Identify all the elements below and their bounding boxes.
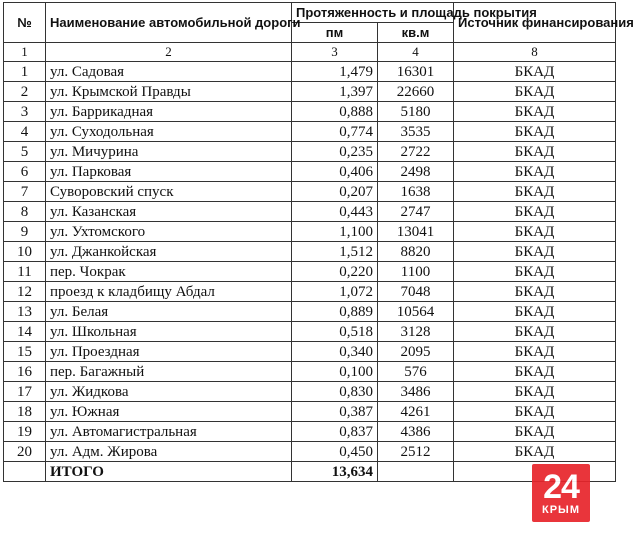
row-number: 5: [4, 142, 46, 162]
column-index: 3: [292, 43, 378, 62]
road-area: 5180: [378, 102, 454, 122]
row-number: 12: [4, 282, 46, 302]
table-header: [4, 3, 634, 43]
road-area: 2498: [378, 162, 454, 182]
row-number: 18: [4, 402, 46, 422]
road-name: ул. Автомагистральная: [46, 422, 292, 442]
header-length-unit: пм: [292, 23, 378, 43]
road-area: 1638: [378, 182, 454, 202]
header-area-unit: кв.м: [378, 23, 454, 43]
road-area: 4261: [378, 402, 454, 422]
column-index: 4: [378, 43, 454, 62]
total-length: 13,634: [292, 462, 378, 482]
table-row: [4, 342, 616, 362]
road-area: 4386: [378, 422, 454, 442]
funding-source: БКАД: [454, 202, 616, 222]
road-area: 2095: [378, 342, 454, 362]
road-area: 3535: [378, 122, 454, 142]
road-area: 3486: [378, 382, 454, 402]
road-area: 2747: [378, 202, 454, 222]
funding-source: БКАД: [454, 102, 616, 122]
road-length: 1,072: [292, 282, 378, 302]
road-name: ул. Джанкойская: [46, 242, 292, 262]
road-length: 0,100: [292, 362, 378, 382]
funding-source: БКАД: [454, 82, 616, 102]
row-number: 11: [4, 262, 46, 282]
road-area: 7048: [378, 282, 454, 302]
road-area: 1100: [378, 262, 454, 282]
column-index: 1: [4, 43, 46, 62]
row-number: 7: [4, 182, 46, 202]
funding-source: БКАД: [454, 162, 616, 182]
row-number: 6: [4, 162, 46, 182]
road-length: 0,889: [292, 302, 378, 322]
funding-source: БКАД: [454, 242, 616, 262]
table-row: [4, 262, 616, 282]
table-row: [4, 322, 616, 342]
table-row: [4, 362, 616, 382]
road-length: 0,450: [292, 442, 378, 462]
road-length: 0,207: [292, 182, 378, 202]
row-number: 14: [4, 322, 46, 342]
road-length: 0,387: [292, 402, 378, 422]
column-index: 8: [454, 43, 616, 62]
table-row: [4, 222, 616, 242]
funding-source: БКАД: [454, 302, 616, 322]
table-row: [4, 142, 616, 162]
total-row: [4, 462, 616, 482]
road-area: 3128: [378, 322, 454, 342]
column-index: 2: [46, 43, 292, 62]
row-number: 16: [4, 362, 46, 382]
road-name: пер. Чокрак: [46, 262, 292, 282]
funding-source: БКАД: [454, 442, 616, 462]
road-name: ул. Белая: [46, 302, 292, 322]
table-row: [4, 242, 616, 262]
road-name: пер. Багажный: [46, 362, 292, 382]
road-name: Суворовский спуск: [46, 182, 292, 202]
table-body: [4, 43, 616, 462]
road-length: 0,830: [292, 382, 378, 402]
road-length: 0,518: [292, 322, 378, 342]
road-length: 0,443: [292, 202, 378, 222]
road-area: 13041: [378, 222, 454, 242]
funding-source: БКАД: [454, 422, 616, 442]
road-length: 1,479: [292, 62, 378, 82]
road-name: ул. Проездная: [46, 342, 292, 362]
logo-number: 24: [543, 468, 579, 506]
header-extent: Протяженность и площадь покрытия: [292, 3, 454, 23]
road-name: ул. Ухтомского: [46, 222, 292, 242]
road-length: 0,774: [292, 122, 378, 142]
road-length: 0,220: [292, 262, 378, 282]
road-name: ул. Крымской Правды: [46, 82, 292, 102]
funding-source: БКАД: [454, 222, 616, 242]
road-name: ул. Суходольная: [46, 122, 292, 142]
funding-source: БКАД: [454, 182, 616, 202]
road-area: 576: [378, 362, 454, 382]
row-number: 13: [4, 302, 46, 322]
funding-source: БКАД: [454, 142, 616, 162]
road-length: 1,100: [292, 222, 378, 242]
road-area: 2512: [378, 442, 454, 462]
header-road-name: Наименование автомобильной дороги: [46, 3, 292, 43]
krym24-logo: [532, 464, 590, 522]
road-area: 22660: [378, 82, 454, 102]
road-area: 16301: [378, 62, 454, 82]
funding-source: БКАД: [454, 122, 616, 142]
row-number: 10: [4, 242, 46, 262]
table-row: [4, 202, 616, 222]
road-length: 0,888: [292, 102, 378, 122]
road-length: 0,235: [292, 142, 378, 162]
total-label: ИТОГО: [46, 462, 292, 482]
road-name: ул. Парковая: [46, 162, 292, 182]
table-row: [4, 182, 616, 202]
road-name: ул. Южная: [46, 402, 292, 422]
road-name: проезд к кладбищу Абдал: [46, 282, 292, 302]
table-row: [4, 102, 616, 122]
road-name: ул. Жидкова: [46, 382, 292, 402]
table-row: [4, 382, 616, 402]
funding-source: БКАД: [454, 322, 616, 342]
row-number: 2: [4, 82, 46, 102]
table-row: [4, 422, 616, 442]
row-number: 1: [4, 62, 46, 82]
total-area: [378, 462, 454, 482]
table-row: [4, 82, 616, 102]
funding-source: БКАД: [454, 62, 616, 82]
header-number: №: [4, 3, 46, 43]
road-name: ул. Мичурина: [46, 142, 292, 162]
road-name: ул. Школьная: [46, 322, 292, 342]
road-area: 10564: [378, 302, 454, 322]
road-name: ул. Садовая: [46, 62, 292, 82]
logo-text: КРЫМ: [542, 504, 580, 516]
road-length: 0,406: [292, 162, 378, 182]
row-number: 8: [4, 202, 46, 222]
funding-source: БКАД: [454, 362, 616, 382]
table-row: [4, 302, 616, 322]
funding-source: БКАД: [454, 402, 616, 422]
row-number: 15: [4, 342, 46, 362]
road-length: 0,837: [292, 422, 378, 442]
row-number: 9: [4, 222, 46, 242]
row-number: 19: [4, 422, 46, 442]
table-row: [4, 402, 616, 422]
table-row: [4, 282, 616, 302]
table-row: [4, 122, 616, 142]
total-number-cell: [4, 462, 46, 482]
column-index-row: [4, 43, 616, 62]
row-number: 20: [4, 442, 46, 462]
table-row: [4, 62, 616, 82]
row-number: 17: [4, 382, 46, 402]
road-name: ул. Адм. Жирова: [46, 442, 292, 462]
funding-source: БКАД: [454, 382, 616, 402]
funding-source: БКАД: [454, 262, 616, 282]
road-name: ул. Казанская: [46, 202, 292, 222]
road-length: 1,397: [292, 82, 378, 102]
road-area: 2722: [378, 142, 454, 162]
road-area: 8820: [378, 242, 454, 262]
road-name: ул. Баррикадная: [46, 102, 292, 122]
road-length: 0,340: [292, 342, 378, 362]
roads-table: [3, 2, 634, 482]
table-row: [4, 162, 616, 182]
row-number: 4: [4, 122, 46, 142]
header-funding-source: Источник финансирования: [454, 3, 616, 43]
funding-source: БКАД: [454, 282, 616, 302]
funding-source: БКАД: [454, 342, 616, 362]
row-number: 3: [4, 102, 46, 122]
table-row: [4, 442, 616, 462]
road-length: 1,512: [292, 242, 378, 262]
